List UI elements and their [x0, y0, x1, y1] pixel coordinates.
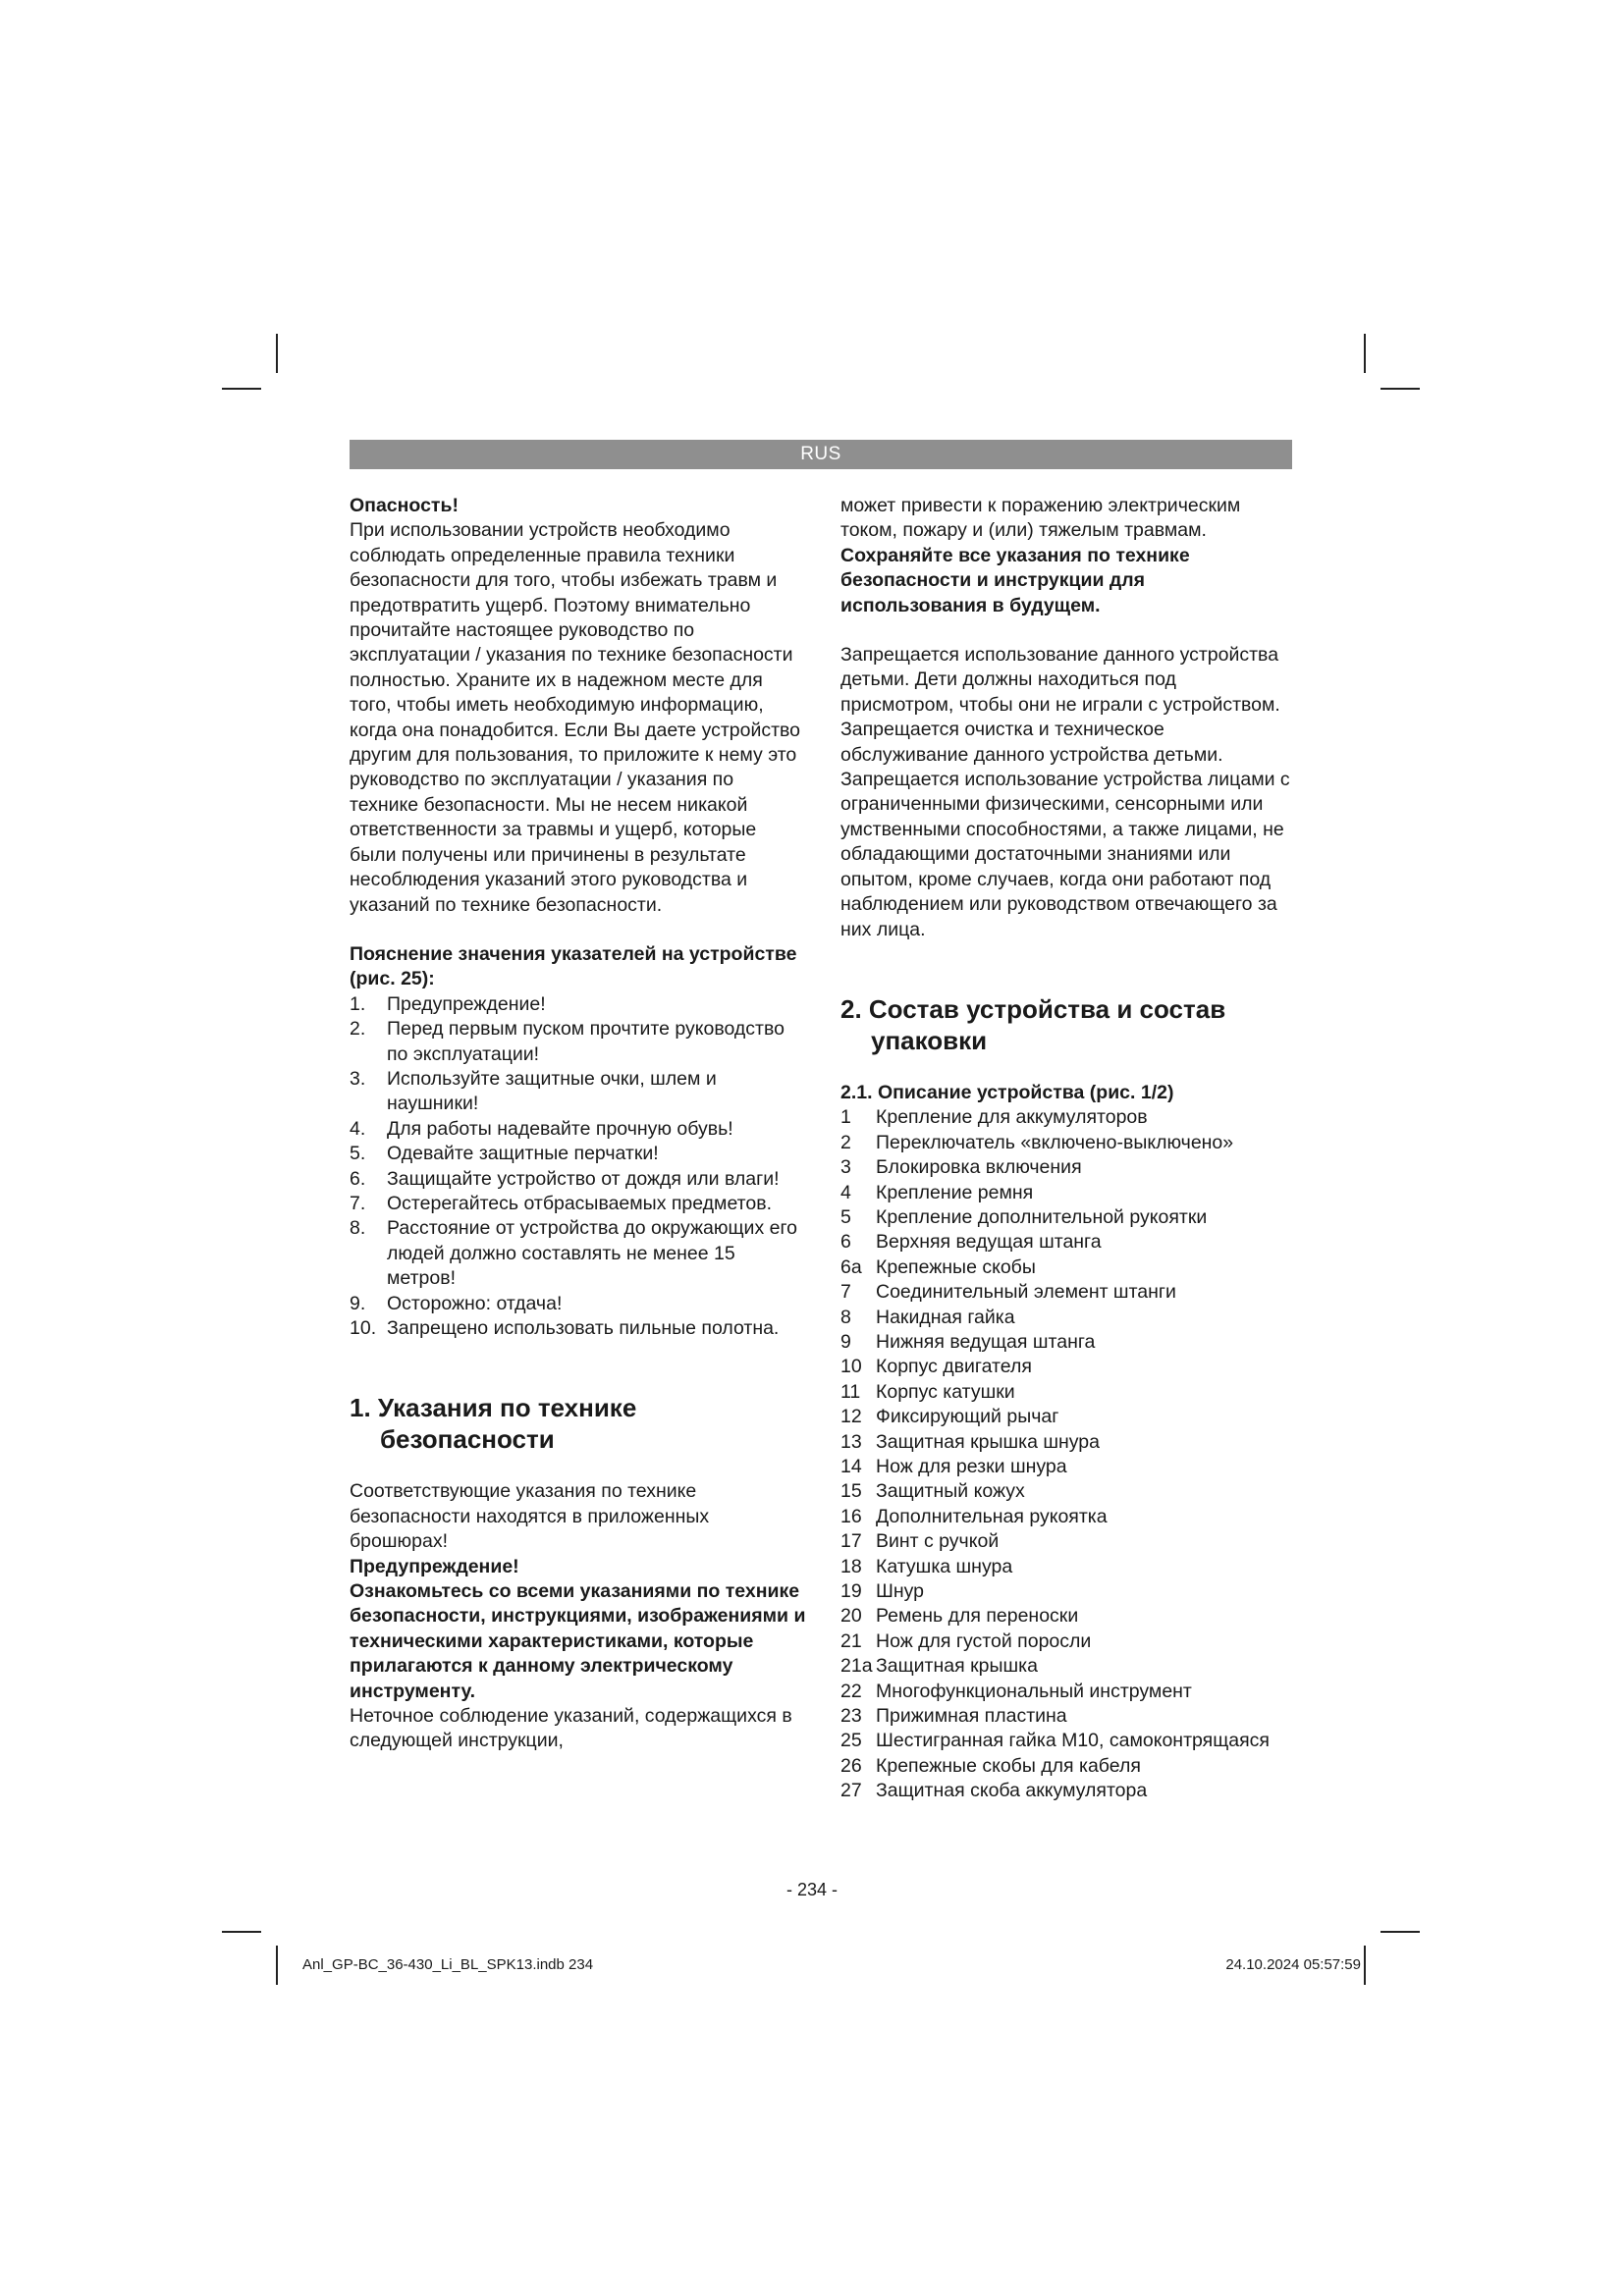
crop-mark [1380, 1931, 1420, 1933]
list-item: 16 Дополнительная рукоятка [840, 1505, 1108, 1527]
crop-mark [1380, 388, 1420, 390]
list-item: 9 Нижняя ведущая штанга [840, 1330, 1096, 1353]
list-item: 6 Верхняя ведущая штанга [840, 1231, 1102, 1254]
list-item: 22 Многофункциональный инструмент [840, 1680, 1192, 1702]
crop-mark [1364, 1946, 1366, 1985]
continuation-text: может привести к поражению электрическим током, пожару и (или) тяжелым травмам. [840, 495, 1241, 542]
list-item: 1. Предупреждение! [350, 992, 546, 1015]
list-item: 3 Блокировка включения [840, 1156, 1082, 1179]
list-item: 10 Корпус двигателя [840, 1356, 1032, 1378]
footer-file-info: Anl_GP-BC_36-430_Li_BL_SPK13.indb 234 [302, 1956, 594, 1973]
list-item: 25 Шестигранная гайка M10, самоконтрящаяся [840, 1730, 1270, 1752]
section-2-title: 2. Состав устройства и состав упаковки [840, 993, 1226, 1055]
right-column [840, 494, 1292, 1804]
list-item: 12 Фиксирующий рычаг [840, 1406, 1059, 1428]
list-item: 23 Прижимная пластина [840, 1705, 1067, 1728]
symbols-list [350, 992, 806, 1342]
list-item: 27 Защитная скоба аккумулятора [840, 1780, 1148, 1802]
language-header: RUS [350, 440, 1292, 469]
list-item: 9. Осторожно: отдача! [350, 1292, 563, 1314]
list-item: 14 Нож для резки шнура [840, 1456, 1067, 1477]
list-item: 21 Нож для густой поросли [840, 1629, 1092, 1652]
warning-title: Предупреждение! [350, 1555, 519, 1577]
section-1-text: Соответствующие указания по технике безопасности находятся в приложенных брошюрах! [350, 1480, 710, 1553]
warning-bold-text: Ознакомьтесь со всеми указаниями по технике безопасности, инструкциями, изображениями и техническими характеристиками, которые прилагаются к данному электрическому инструменту. [350, 1580, 806, 1702]
left-column [350, 494, 806, 1754]
subsection-title: 2.1. Описание устройства (рис. 1/2) [840, 1081, 1174, 1103]
list-item: 4 Крепление ремня [840, 1181, 1034, 1203]
danger-text: При использовании устройств необходимо соблюдать определенные правила техники безопасности для того, чтобы избежать травм и предотвратить ущерб. Поэтому внимательно прочитайте настоящее руководство по эксплуатации / указания по технике безопасности полностью. Храните их в надежном месте для того, чтобы иметь необходимую информацию, когда она понадобится. Если Вы даете устройство другим для пользования, то приложите к нему это руководство по эксплуатации / указания по технике безопасности. Мы не несем никакой ответственности за травмы и ущерб, которые были получены или причинены в результате несоблюдения указаний этого руководства и указаний по технике безопасности. [350, 519, 801, 916]
list-item: 2 Переключатель «включено-выключено» [840, 1131, 1234, 1153]
section-1-title: 1. Указания по технике безопасности [350, 1393, 637, 1455]
list-item: 17 Винт с ручкой [840, 1530, 1000, 1553]
list-item: 7. Остерегайтесь отбрасываемых предметов. [350, 1192, 772, 1214]
list-item: 13 Защитная крышка шнура [840, 1430, 1100, 1453]
list-item: 11 Корпус катушки [840, 1380, 1015, 1403]
list-item: 2. Перед первым пуском прочтите руководство по эксплуатации! [350, 1018, 785, 1065]
list-item: 8 Накидная гайка [840, 1306, 1015, 1328]
list-item: 10. Запрещено использовать пильные полотна. [350, 1317, 780, 1339]
list-item: 5 Крепление дополнительной рукоятки [840, 1205, 1208, 1228]
symbols-title: Пояснение значения указателей на устройстве (рис. 25): [350, 942, 797, 990]
list-item: 1 Крепление для аккумуляторов [840, 1106, 1148, 1129]
list-item: 26 Крепежные скобы для кабеля [840, 1754, 1141, 1777]
list-item: 3. Используйте защитные очки, шлем и наушники! [350, 1067, 717, 1115]
list-item: 5. Одевайте защитные перчатки! [350, 1143, 659, 1165]
footer-datetime: 24.10.2024 05:57:59 [1225, 1956, 1361, 1973]
crop-mark [276, 334, 278, 373]
crop-mark [222, 1931, 261, 1933]
list-item: 6. Защищайте устройство от дождя или влаги! [350, 1167, 780, 1190]
list-item: 4. Для работы надевайте прочную обувь! [350, 1117, 733, 1140]
list-item: 7 Соединительный элемент штанги [840, 1281, 1176, 1304]
parts-list [840, 1105, 1292, 1803]
warning-text: Неточное соблюдение указаний, содержащихся в следующей инструкции, [350, 1705, 792, 1752]
crop-mark [276, 1946, 278, 1985]
list-item: 15 Защитный кожух [840, 1480, 1025, 1503]
list-item: 18 Катушка шнура [840, 1555, 1013, 1577]
danger-title: Опасность! [350, 495, 459, 516]
crop-mark [1364, 334, 1366, 373]
keep-instructions-text: Сохраняйте все указания по технике безопасности и инструкции для использования в будущем. [840, 544, 1190, 616]
page-number: - 234 - [785, 1880, 839, 1899]
crop-mark [222, 388, 261, 390]
list-item: 19 Шнур [840, 1580, 925, 1603]
children-text: Запрещается использование данного устройства детьми. Дети должны находиться под присмотром, чтобы они не играли с устройством. Запрещается очистка и техническое обслуживание данного устройства детьми. Запрещается использование устройства лицами с ограниченными физическими, сенсорными или умственными способностями, а также лицами, не обладающими достаточными знаниями или опытом, кроме случаев, когда они работают под наблюдением или руководством отвечающего за них лица. [840, 644, 1290, 940]
list-item: 20 Ремень для переноски [840, 1605, 1079, 1628]
list-item: 21a Защитная крышка [840, 1655, 1038, 1678]
list-item: 6a Крепежные скобы [840, 1255, 1036, 1278]
list-item: 8. Расстояние от устройства до окружающих его людей должно составлять не менее 15 метров! [350, 1217, 797, 1290]
